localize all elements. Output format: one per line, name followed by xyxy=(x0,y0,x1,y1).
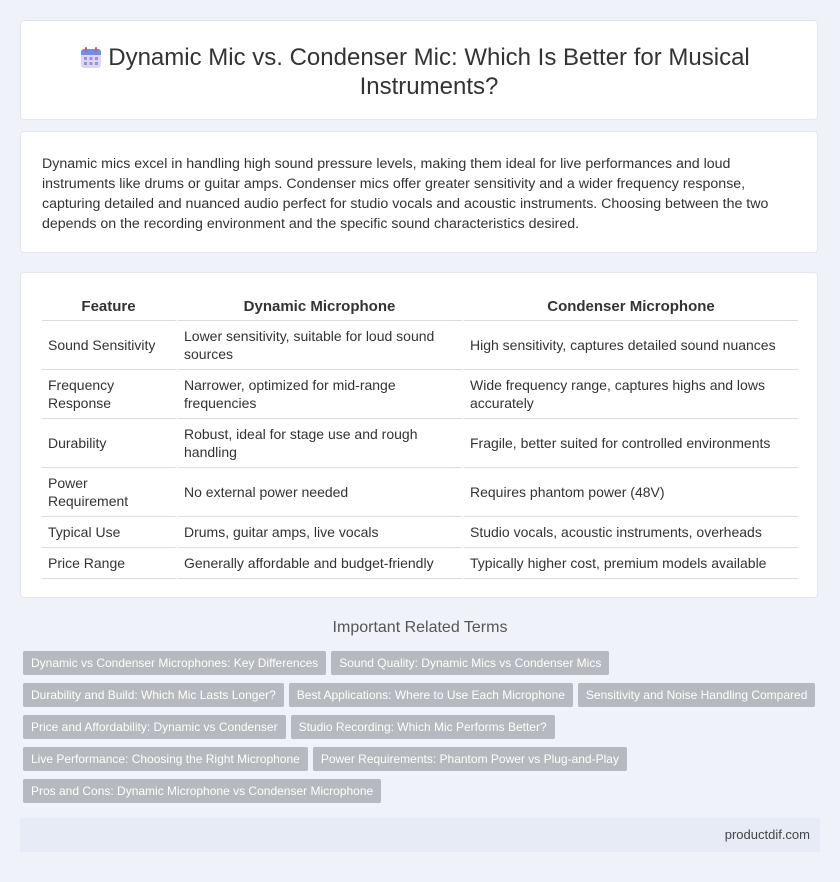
table-cell: Typical Use xyxy=(42,517,178,548)
table-header: Feature xyxy=(42,293,178,321)
table-cell: Fragile, better suited for controlled environments xyxy=(464,419,798,468)
tag-row xyxy=(23,683,823,715)
table-cell: Power Requirement xyxy=(42,468,178,517)
tag-row xyxy=(23,715,823,747)
table-cell: Frequency Response xyxy=(42,370,178,419)
table-cell: Narrower, optimized for mid-range frequencies xyxy=(178,370,464,419)
related-term-tag[interactable]: Sensitivity and Noise Handling Compared xyxy=(578,683,815,707)
intro-card xyxy=(20,131,818,253)
footer xyxy=(20,818,820,852)
related-terms-tags xyxy=(23,651,823,811)
table-row xyxy=(42,468,798,517)
table-row xyxy=(42,321,798,370)
table-cell: Wide frequency range, captures highs and lows accurately xyxy=(464,370,798,419)
table-cell: High sensitivity, captures detailed sound nuances xyxy=(464,321,798,370)
table-cell: Generally affordable and budget-friendly xyxy=(178,548,464,579)
intro-text: Dynamic mics excel in handling high sound pressure levels, making them ideal for live performances and loud instruments like drums or guitar amps. Condenser mics offer greater sensitivity and a wider frequency response, capturing detailed and nuanced audio perfect for studio vocals and acoustic instruments. Choosing between the two depends on the recording environment and the specific sound characteristics desired. xyxy=(42,156,769,232)
table-header: Dynamic Microphone xyxy=(178,293,464,321)
related-term-tag[interactable]: Price and Affordability: Dynamic vs Condenser xyxy=(23,715,286,739)
table-row xyxy=(42,517,798,548)
table-header: Condenser Microphone xyxy=(464,293,798,321)
related-term-tag[interactable]: Sound Quality: Dynamic Mics vs Condenser Mics xyxy=(331,651,609,675)
table-row xyxy=(42,548,798,579)
related-term-tag[interactable]: Dynamic vs Condenser Microphones: Key Differences xyxy=(23,651,326,675)
page-title: Dynamic Mic vs. Condenser Mic: Which Is Better for Musical Instruments? xyxy=(108,44,750,100)
footer-site[interactable]: productdif.com xyxy=(724,827,810,842)
table-cell: Studio vocals, acoustic instruments, overheads xyxy=(464,517,798,548)
related-terms-title: Important Related Terms xyxy=(332,619,508,636)
table-cell: No external power needed xyxy=(178,468,464,517)
tag-row xyxy=(23,651,823,683)
related-term-tag[interactable]: Studio Recording: Which Mic Performs Better? xyxy=(291,715,555,739)
table-cell: Durability xyxy=(42,419,178,468)
related-term-tag[interactable]: Best Applications: Where to Use Each Microphone xyxy=(289,683,573,707)
table-row xyxy=(42,419,798,468)
table-header-row xyxy=(42,293,798,321)
related-term-tag[interactable]: Pros and Cons: Dynamic Microphone vs Condenser Microphone xyxy=(23,779,381,803)
related-term-tag[interactable]: Durability and Build: Which Mic Lasts Longer? xyxy=(23,683,284,707)
tag-row xyxy=(23,779,823,811)
table-cell: Sound Sensitivity xyxy=(42,321,178,370)
comparison-card xyxy=(20,272,818,598)
table-row xyxy=(42,370,798,419)
header-card xyxy=(20,20,818,120)
table-cell: Requires phantom power (48V) xyxy=(464,468,798,517)
related-term-tag[interactable]: Live Performance: Choosing the Right Microphone xyxy=(23,747,308,771)
table-cell: Typically higher cost, premium models available xyxy=(464,548,798,579)
table-cell: Lower sensitivity, suitable for loud sound sources xyxy=(178,321,464,370)
related-term-tag[interactable]: Power Requirements: Phantom Power vs Plug-and-Play xyxy=(313,747,627,771)
comparison-table xyxy=(42,293,798,579)
tag-row xyxy=(23,747,823,779)
table-cell: Price Range xyxy=(42,548,178,579)
table-cell: Drums, guitar amps, live vocals xyxy=(178,517,464,548)
table-cell: Robust, ideal for stage use and rough handling xyxy=(178,419,464,468)
